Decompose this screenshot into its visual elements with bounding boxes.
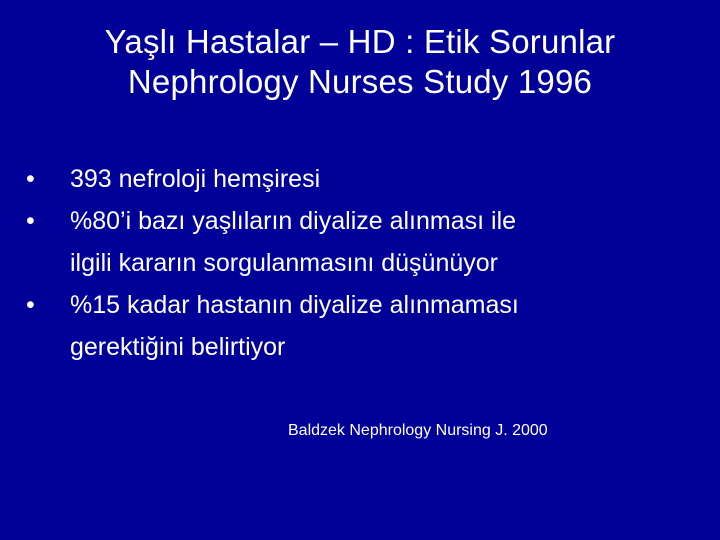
bullet-point-icon: •: [26, 165, 35, 193]
bullet-text: %80’i bazı yaşlıların diyalize alınması ile: [70, 207, 517, 235]
bullet-point-icon: •: [26, 291, 35, 319]
title-line-2: Nephrology Nurses Study 1996: [127, 63, 593, 100]
bullet-item: [26, 158, 706, 200]
bullet-list: [26, 158, 706, 368]
slide-title: [0, 22, 720, 102]
bullet-item: [26, 200, 706, 284]
bullet-text: %15 kadar hastanın diyalize alınmaması: [70, 291, 519, 319]
bullet-point-icon: •: [26, 207, 35, 235]
bullet-item: [26, 284, 706, 368]
citation: Baldzek Nephrology Nursing J. 2000: [288, 422, 548, 439]
title-line-1: Yaşlı Hastalar – HD : Etik Sorunlar: [104, 23, 616, 60]
bullet-text-continued: ilgili kararın sorgulanmasını düşünüyor: [70, 249, 498, 277]
bullet-text: 393 nefroloji hemşiresi: [70, 165, 321, 193]
bullet-text-continued: gerektiğini belirtiyor: [70, 333, 286, 361]
